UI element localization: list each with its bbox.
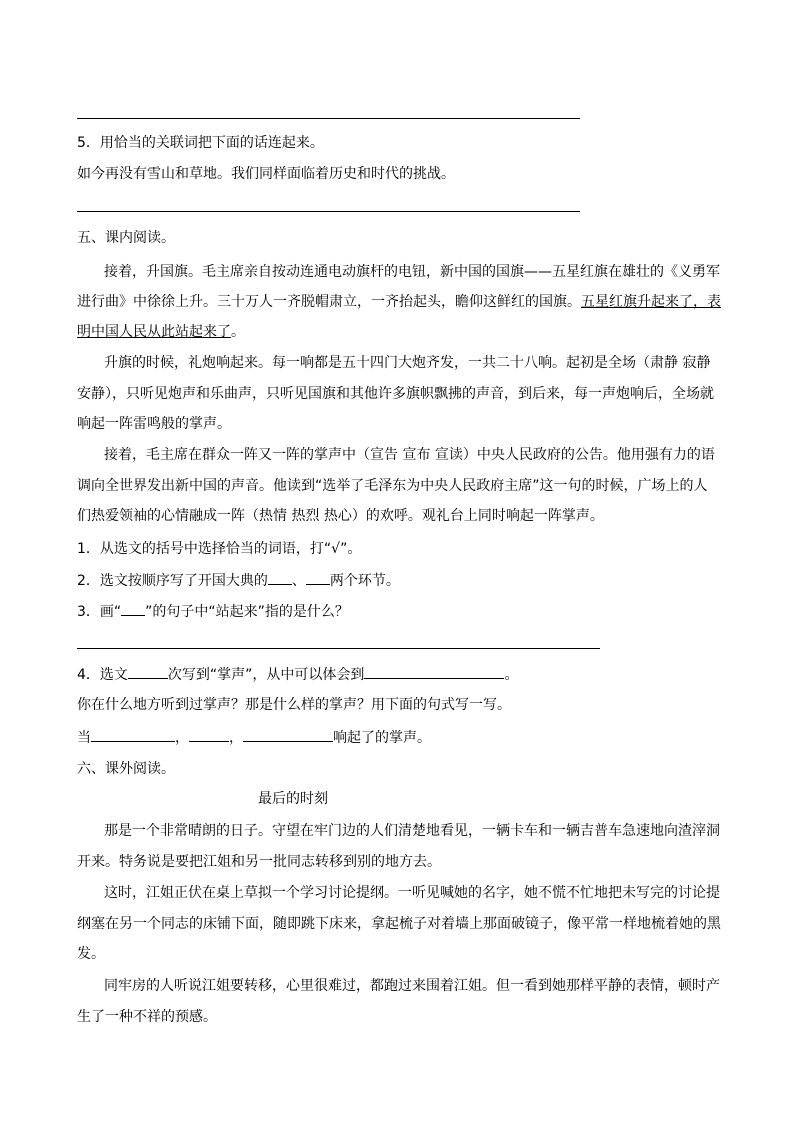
answer-line[interactable] <box>77 648 600 649</box>
section5-heading: 五、课内阅读。 <box>77 230 175 246</box>
q4c-text-c: ， <box>229 730 243 746</box>
s5-p2-line3: 响起一阵雷鸣般的掌声。 <box>77 416 231 432</box>
q3-text-a: 3．画“ <box>77 604 122 620</box>
s5-p1-line2-text: 进行曲》中徐徐上升。三十万人一齐脱帽肃立，一齐抬起头，瞻仰这鲜红的国旗。 <box>77 294 581 310</box>
q5-prompt: 5．用恰当的关联词把下面的话连起来。 <box>77 135 324 151</box>
q4c-text-a: 当 <box>77 730 91 746</box>
s5-q4 <box>77 664 518 685</box>
s5-q2 <box>77 570 400 591</box>
answer-blank[interactable] <box>128 664 168 679</box>
q2-text-b: 、 <box>291 573 306 589</box>
answer-blank[interactable] <box>268 570 292 585</box>
s5-p3-line3: 们热爱领袖的心情融成一阵（热情 热烈 热心）的欢呼。观礼台上同时响起一阵掌声。 <box>77 508 604 524</box>
s5-q1: 1．从选文的括号中选择恰当的词语，打“√”。 <box>77 541 362 557</box>
underlined-sentence: 五星红旗升起来了，表 <box>581 294 721 310</box>
q5-sentence: 如今再没有雪山和草地。我们同样面临着历史和时代的挑战。 <box>77 166 455 182</box>
s6-p1-line2: 开来。特务说是要把江姐和另一批同志转移到别的地方去。 <box>77 854 441 870</box>
underlined-sentence-end: 明中国人民从此站起来了 <box>77 324 231 340</box>
period: 。 <box>231 324 245 340</box>
s5-p3-line2: 调向全世界发出新中国的声音。他读到“选举了毛泽东为中央人民政府主席”这一句的时候，广场上的人 <box>77 478 708 494</box>
q3-text-b: ”的句子中“站起来”指的是什么？ <box>145 604 349 620</box>
q4-text-b: 次写到“掌声”，从中可以体会到 <box>167 667 365 683</box>
answer-blank[interactable] <box>364 664 504 679</box>
underline-sample <box>121 601 145 616</box>
s6-p3-line1: 同牢房的人听说江姐要转移，心里很难过，都跑过来围着江姐。但一看到她那样平静的表情，顿时产 <box>104 978 720 994</box>
q4c-text-b: ， <box>175 730 189 746</box>
s5-p2-line1: 升旗的时候，礼炮响起来。每一响都是五十四门大炮齐发，一共二十八响。起初是全场（肃静 寂静 <box>104 355 711 371</box>
s5-p3-line1: 接着，毛主席在群众一阵又一阵的掌声中（宣告 宣布 宣读）中央人民政府的公告。他用强有力的语 <box>104 447 715 463</box>
answer-line[interactable] <box>77 211 580 212</box>
s6-p2-line1: 这时，江姐正伏在桌上草拟一个学习讨论提纲。一听见喊她的名字，她不慌不忙地把未写完的讨论提 <box>104 885 720 901</box>
section6-heading: 六、课外阅读。 <box>77 761 175 777</box>
q2-text-c: 两个环节。 <box>329 573 400 589</box>
s5-p1-line3 <box>77 322 245 342</box>
s5-p2-line2: 安静），只听见炮声和乐曲声，只听见国旗和其他许多旗帜飘拂的声音，到后来，每一声炮响后，全场就 <box>77 386 714 402</box>
s6-p2-line2: 纲塞在另一个同志的床铺下面，随即跳下床来，拿起梳子对着墙上那面破镜子，像平常一样地梳着她的黑 <box>77 916 721 932</box>
s6-p2-line3: 发。 <box>77 946 105 962</box>
s5-p1-line2 <box>77 292 721 312</box>
q4-text-a: 4．选文 <box>77 667 128 683</box>
answer-line[interactable] <box>77 118 580 119</box>
q4-text-c: 。 <box>504 667 519 683</box>
answer-blank[interactable] <box>189 727 229 742</box>
s5-q4-template <box>77 727 431 748</box>
s5-q4-prompt: 你在什么地方听到过掌声？那是什么样的掌声？用下面的句式写一写。 <box>77 697 511 713</box>
q2-text-a: 2．选文按顺序写了开国大典的 <box>77 573 268 589</box>
answer-blank[interactable] <box>306 570 330 585</box>
s6-p3-line2: 生了一种不祥的预感。 <box>77 1009 217 1025</box>
answer-blank[interactable] <box>91 727 175 742</box>
article-title: 最后的时刻 <box>258 791 328 807</box>
s5-p1-line1: 接着，升国旗。毛主席亲自按动连通电动旗杆的电钮，新中国的国旗——五星红旗在雄壮的《义勇军 <box>104 264 720 280</box>
s5-q3 <box>77 601 349 622</box>
answer-blank[interactable] <box>243 727 333 742</box>
q4c-text-d: 响起了的掌声。 <box>333 730 431 746</box>
s6-p1-line1: 那是一个非常晴朗的日子。守望在牢门边的人们清楚地看见，一辆卡车和一辆吉普车急速地向渣滓洞 <box>104 823 720 839</box>
